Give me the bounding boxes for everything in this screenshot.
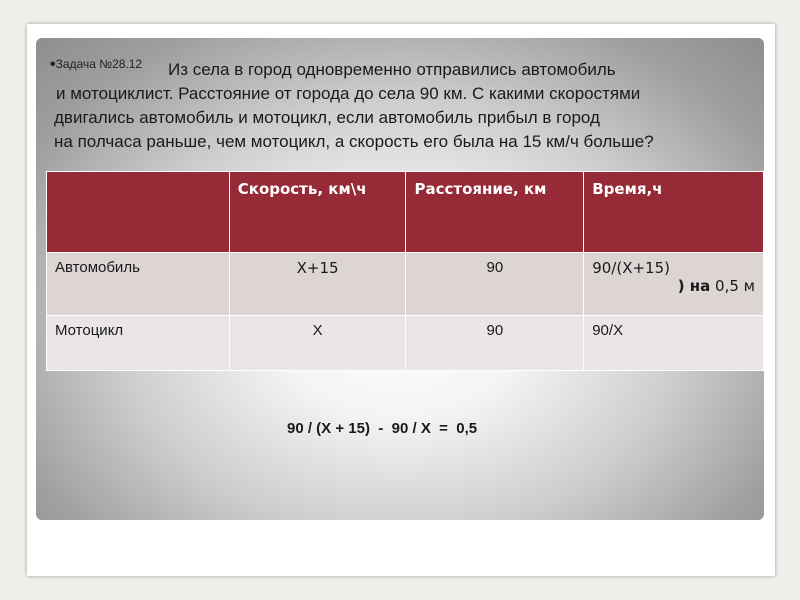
task-number: Задача №28.12: [55, 57, 143, 71]
table-row: [47, 253, 764, 316]
time-note-bold: ) на: [677, 277, 711, 295]
time-note-rest: 0,5 м: [710, 277, 755, 295]
row-speed: Х: [229, 316, 406, 371]
bullet: •: [50, 56, 56, 73]
task-label: [50, 56, 142, 74]
problem-line-4: на полчаса раньше, чем мотоцикл, а скорость его была на 15 км/ч больше?: [54, 132, 654, 151]
row-time: 90/Х: [584, 316, 764, 371]
problem-line-1: Из села в город одновременно отправились автомобиль: [168, 60, 616, 79]
row-distance: 90: [406, 253, 584, 316]
problem-line-3: двигались автомобиль и мотоцикл, если автомобиль прибыл в город: [54, 108, 600, 127]
problem-line-2: и мотоциклист. Расстояние от города до села 90 км. С какими скоростями: [56, 84, 641, 103]
motion-table: [46, 171, 764, 371]
row-name: Мотоцикл: [47, 316, 230, 371]
header-empty: [47, 172, 230, 253]
header-speed: Скорость, км\ч: [229, 172, 406, 253]
row-time: 90/(Х+15): [592, 259, 670, 277]
row-time-cell: [584, 253, 764, 316]
equation: 90 / (Х + 15) - 90 / Х = 0,5: [287, 420, 478, 437]
row-speed: Х+15: [229, 253, 406, 316]
header-time: Время,ч: [584, 172, 764, 253]
time-note: [592, 277, 755, 295]
row-distance: 90: [406, 316, 584, 371]
header-distance: Расстояние, км: [406, 172, 584, 253]
table-header-row: [47, 172, 764, 253]
table-row: [47, 316, 764, 371]
row-name: Автомобиль: [47, 253, 230, 316]
